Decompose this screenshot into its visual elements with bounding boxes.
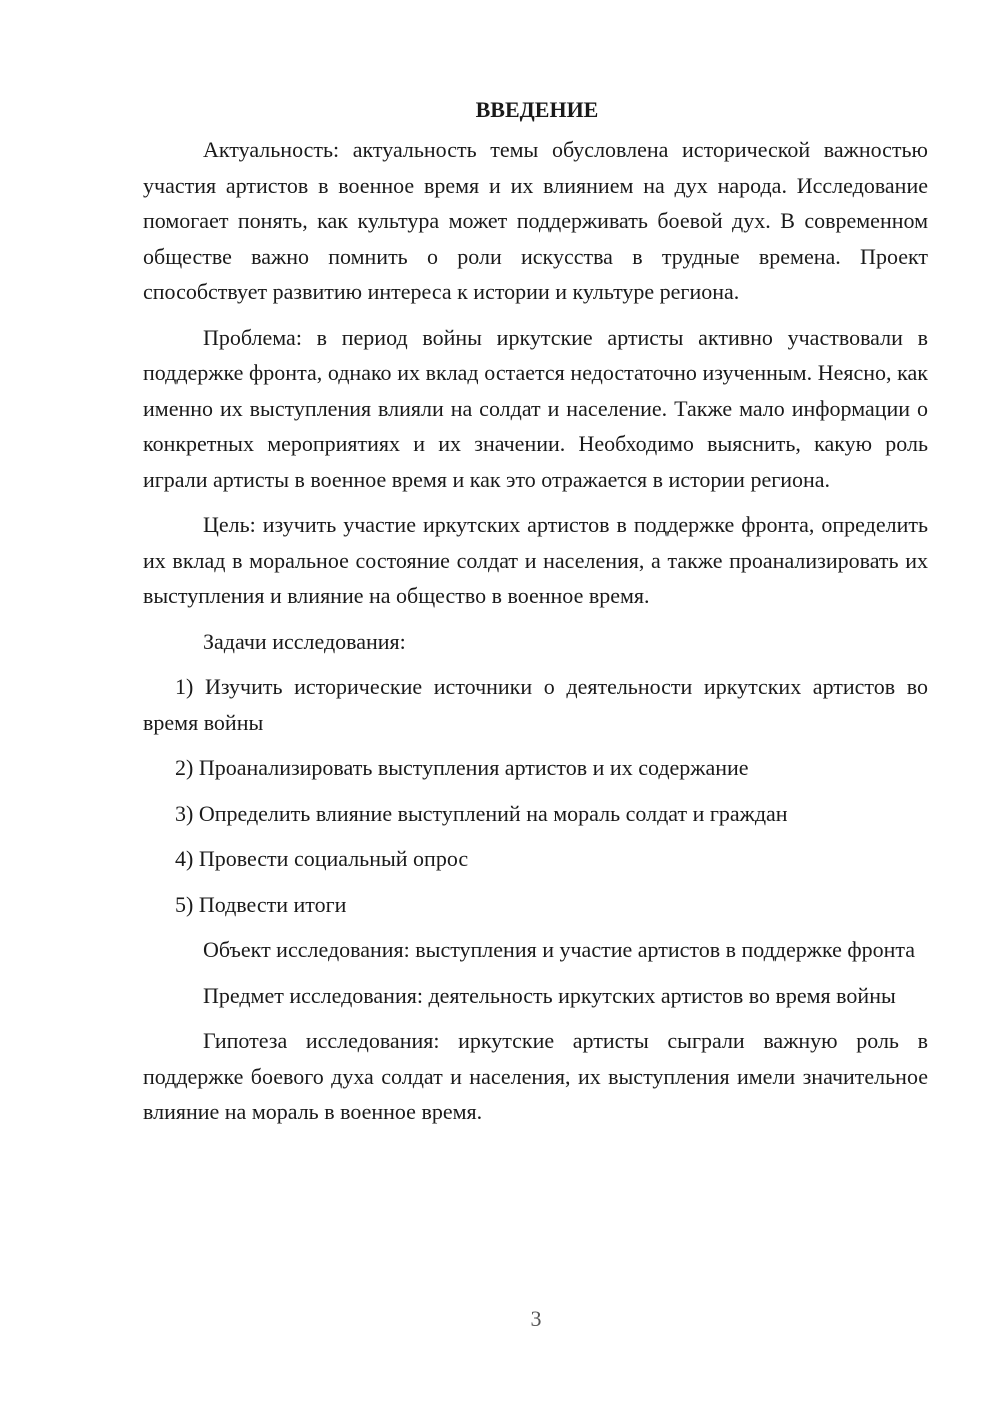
- hypothesis-paragraph: Гипотеза исследования: иркутские артисты сыграли важную роль в поддержке боевого духа солдат и населения, их выступления имели значительное влияние на мораль в военное время.: [143, 1028, 928, 1124]
- relevance-paragraph: Актуальность: актуальность темы обусловлена исторической важностью участия артистов в военное время и их влиянием на дух народа. Исследование помогает понять, как культура может поддерживать боевой дух. В современном обществе важно помнить о роли искусства в трудные времена. Проект способствует развитию интереса к истории и культуре региона.: [143, 137, 928, 304]
- problem-paragraph: Проблема: в период войны иркутские артисты активно участвовали в поддержке фронта, однако их вклад остается недостаточно изученным. Неясно, как именно их выступления влияли на солдат и население. Также мало информации о конкретных мероприятиях и их значении. Необходимо выяснить, какую роль играли артисты в военное время и как это отражается в истории региона.: [143, 324, 928, 492]
- document-page: [143, 92, 928, 1140]
- goal-paragraph: Цель: изучить участие иркутских артистов в поддержке фронта, определить их вклад в моральное состояние солдат и населения, а также проанализировать их выступления и влияние на общество в военное время.: [143, 512, 928, 608]
- object-paragraph: Объект исследования: выступления и участие артистов в поддержке фронта: [203, 937, 916, 962]
- list-item: 5) Подвести итоги: [175, 891, 347, 917]
- list-item: 2) Проанализировать выступления артистов и их содержание: [175, 755, 749, 780]
- tasks-list: [143, 669, 928, 922]
- list-item: 4) Провести социальный опрос: [175, 846, 469, 871]
- subject-paragraph: Предмет исследования: деятельность иркутских артистов во время войны: [203, 982, 896, 1008]
- tasks-heading: Задачи исследования:: [203, 628, 406, 654]
- page-number: 3: [530, 1306, 542, 1331]
- list-item: 1) Изучить исторические источники о деятельности иркутских артистов во время войны: [143, 674, 928, 735]
- list-item: 3) Определить влияние выступлений на мораль солдат и граждан: [175, 800, 788, 826]
- document-title: ВВЕДЕНИЕ: [475, 97, 599, 122]
